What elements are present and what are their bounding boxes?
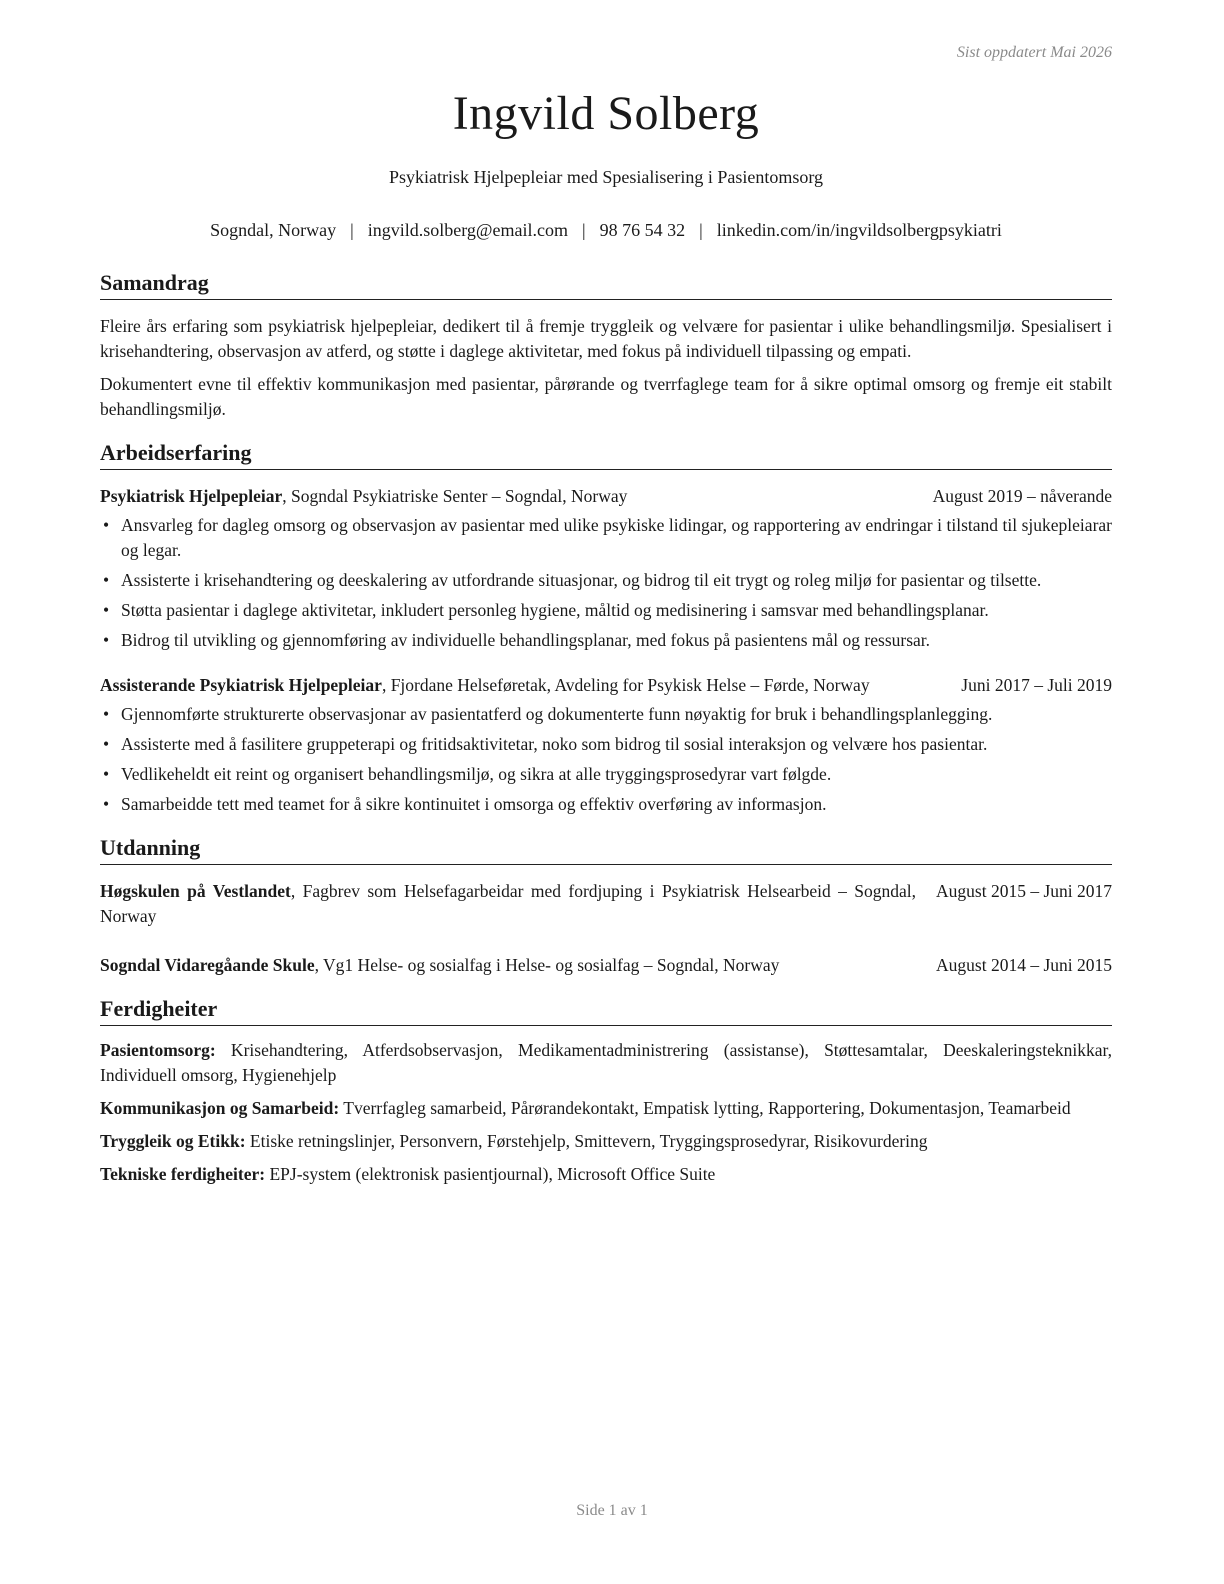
skill-group (100, 1129, 1112, 1154)
job-bullets (100, 702, 1112, 817)
skill-group-label: Tryggleik og Etikk: (100, 1131, 246, 1151)
job-header (100, 484, 1112, 509)
skill-group-text: Tverrfagleg samarbeid, Pårørandekontakt, Empatisk lytting, Rapportering, Dokumentasjon, Teamarbeid (339, 1098, 1071, 1118)
job-role: Psykiatrisk Hjelpepleiar (100, 486, 283, 506)
contact-separator: | (350, 220, 354, 240)
education-school: Høgskulen på Vestlandet (100, 881, 291, 901)
skill-group-label: Pasientomsorg: (100, 1040, 216, 1060)
candidate-name: Ingvild Solberg (452, 87, 760, 140)
job-dates: Juni 2017 – Juli 2019 (961, 675, 1112, 695)
job-bullet: • Vedlikeheldt eit reint og organisert behandlingsmiljø, og sikra at alle tryggingsprosedyrar vart følgde. (100, 762, 1112, 787)
job-bullet: • Bidrog til utvikling og gjennomføring av individuelle behandlingsplanar, med fokus på pasientens mål og ressursar. (100, 628, 1112, 653)
page-number: Side 1 av 1 (576, 1502, 648, 1519)
contact-phone: 98 76 54 32 (599, 220, 686, 240)
education-section (100, 833, 1112, 978)
job-bullets (100, 513, 1112, 653)
education-detail: , Fagbrev som Helsefagarbeidar med fordjuping i Psykiatrisk Helsearbeid – Sogndal, Norway (100, 881, 917, 926)
experience-section (100, 438, 1112, 817)
summary-paragraph: Fleire års erfaring som psykiatrisk hjelpepleiar, dedikert til å fremje tryggleik og velvære for pasientar i ulike behandlingsmiljø. Spesialisert i krisehandtering, observasjon av atferd, og støtte i daglege aktivitetar, med fokus på individuell tilpassing og empati. (100, 316, 1112, 361)
skill-group (100, 1038, 1112, 1088)
job-bullet: • Assisterte i krisehandtering og deeskalering av utfordrande situasjonar, og bidrog til eit trygt og roleg miljø for pasientar og tilsette. (100, 568, 1112, 593)
contact-line (100, 220, 1112, 241)
job-bullet: • Samarbeidde tett med teamet for å sikre kontinuitet i omsorga og effektiv overføring av informasjon. (100, 792, 1112, 817)
section-heading-skills: Ferdigheiter (100, 994, 1112, 1026)
education-dates: August 2015 – Juni 2017 (936, 881, 1112, 901)
summary-paragraph: Dokumentert evne til effektiv kommunikasjon med pasientar, pårørande og tverrfaglege team for å sikre optimal omsorg og fremje eit stabilt behandlingsmiljø. (100, 374, 1112, 419)
section-heading-summary: Samandrag (100, 268, 1112, 300)
skill-group-text: Etiske retningslinjer, Personvern, Førstehjelp, Smittevern, Tryggingsprosedyrar, Risikovurdering (245, 1131, 928, 1151)
skill-group-label: Kommunikasjon og Samarbeid: (100, 1098, 340, 1118)
contact-linkedin[interactable]: linkedin.com/in/ingvildsolbergpsykiatri (716, 220, 1002, 240)
education-detail: , Vg1 Helse- og sosialfag i Helse- og sosialfag – Sogndal, Norway (314, 955, 780, 975)
job-dates: August 2019 – nåverande (932, 486, 1112, 506)
education-dates: August 2014 – Juni 2015 (936, 955, 1112, 975)
last-updated: Sist oppdatert Mai 2026 (956, 44, 1112, 61)
job-header (100, 673, 1112, 698)
candidate-title: Psykiatrisk Hjelpepleiar med Spesialisering i Pasientomsorg (388, 167, 824, 187)
summary-section (100, 268, 1112, 422)
contact-separator: | (581, 220, 586, 240)
skills-section (100, 994, 1112, 1187)
skill-group-label: Tekniske ferdigheiter: (100, 1164, 266, 1184)
education-entry (100, 879, 1112, 929)
contact-separator: | (699, 220, 703, 240)
job-place: , Sogndal Psykiatriske Senter – Sogndal, Norway (282, 486, 628, 506)
contact-location: Sogndal, Norway (210, 220, 337, 240)
skill-group (100, 1162, 1112, 1187)
section-heading-education: Utdanning (100, 833, 1112, 865)
job-entry (100, 484, 1112, 653)
skill-group (100, 1096, 1112, 1121)
job-role: Assisterande Psykiatrisk Hjelpepleiar (100, 675, 382, 695)
job-bullet: • Ansvarleg for dagleg omsorg og observasjon av pasientar med ulike psykiske lidingar, og rapportering av endringar i tilstand til sjukepleiarar og legar. (100, 513, 1112, 563)
skill-group-text: EPJ-system (elektronisk pasientjournal), Microsoft Office Suite (265, 1164, 716, 1184)
skill-group-text: Krisehandtering, Atferdsobservasjon, Medikamentadministrering (assistanse), Støttesamtalar, Deeskaleringsteknikkar, Individuell omsorg, Hygienehjelp (100, 1040, 1112, 1085)
job-place: , Fjordane Helseføretak, Avdeling for Psykisk Helse – Førde, Norway (381, 675, 870, 695)
education-entry (100, 953, 1112, 978)
job-bullet: • Støtta pasientar i daglege aktivitetar, inkludert personleg hygiene, måltid og medisinering i samsvar med behandlingsplanar. (100, 598, 1112, 623)
contact-email[interactable]: ingvild.solberg@email.com (367, 220, 568, 240)
job-bullet: • Assisterte med å fasilitere gruppeterapi og fritidsaktivitetar, noko som bidrog til sosial interaksjon og velvære hos pasientar. (100, 732, 1112, 757)
resume-content (100, 268, 1112, 1187)
job-bullet: • Gjennomførte strukturerte observasjonar av pasientatferd og dokumenterte funn nøyaktig for bruk i behandlingsplanlegging. (100, 702, 1112, 727)
section-heading-experience: Arbeidserfaring (100, 438, 1112, 470)
education-school: Sogndal Vidaregåande Skule (100, 955, 315, 975)
job-entry (100, 673, 1112, 817)
